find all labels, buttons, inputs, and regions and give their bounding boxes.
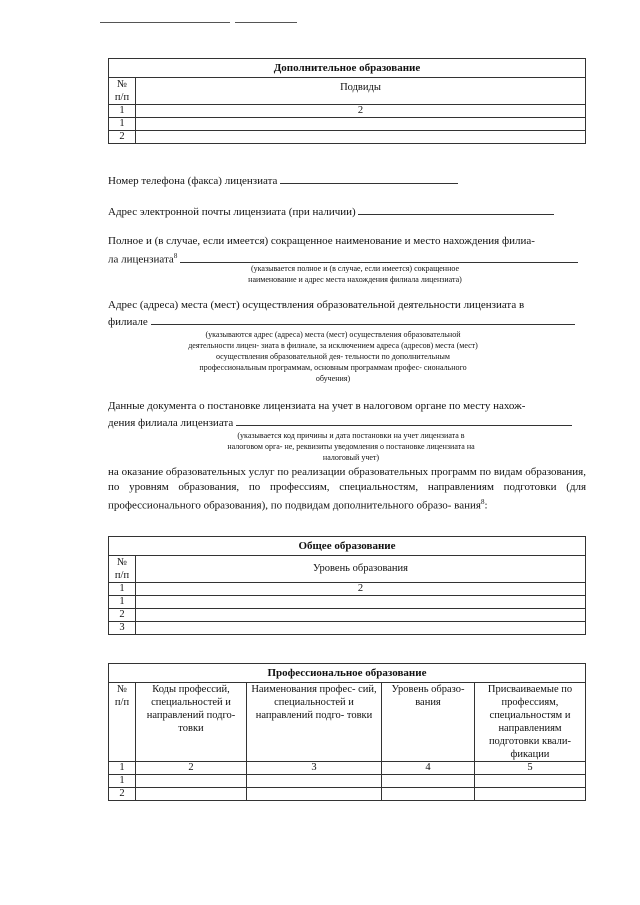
index-cell: 1 (109, 762, 136, 775)
branch-name-field[interactable] (180, 251, 578, 263)
services-text: на оказание образовательных услуг по реализации образовательных программ по видам образования, по уровням образования, по профессиям, специальностям, направлениям подготовки (для профессионального образования), по подвидам дополнительного образо- вания (108, 466, 586, 512)
branch-name-note: (указывается полное и (в случае, если имеется) сокращенное наименование и адрес места нахождения филиала лицензиата) (248, 264, 462, 284)
index-cell: 5 (475, 762, 586, 775)
table-cell (247, 775, 382, 788)
index-cell: 2 (136, 762, 247, 775)
activity-address-block (108, 298, 586, 330)
email-label: Адрес электронной почты лицензиата (при наличии) (108, 206, 356, 218)
table-cell (475, 788, 586, 801)
column-header-number: № п/п (109, 78, 136, 105)
tax-label-line2: дения филиала лицензиата (108, 417, 234, 429)
table-row-number: 1 (109, 118, 136, 131)
header-rule-left (100, 22, 230, 23)
tax-field[interactable] (236, 414, 572, 426)
phone-line (108, 172, 586, 189)
tax-label-line1: Данные документа о постановке лицензиата на учет в налоговом органе по месту нахож- (108, 400, 526, 412)
table-row-number: 2 (109, 609, 136, 622)
table-cell (136, 788, 247, 801)
activity-address-field[interactable] (151, 313, 575, 325)
table-cell (136, 609, 586, 622)
index-cell: 1 (109, 105, 136, 118)
phone-field[interactable] (280, 172, 458, 184)
column-header-subtypes: Подвиды (136, 78, 586, 105)
column-header-codes: Коды профессий, специальностей и направлений подго- товки (136, 683, 247, 762)
professional-education-title: Профессиональное образование (109, 664, 586, 683)
header-rule-right (235, 22, 297, 23)
table-cell (382, 788, 475, 801)
table-cell (136, 622, 586, 635)
table-row-number: 1 (109, 775, 136, 788)
table-cell (475, 775, 586, 788)
column-header-number: № п/п (109, 556, 136, 583)
table-cell (136, 118, 586, 131)
index-cell: 1 (109, 583, 136, 596)
services-tail: : (484, 499, 488, 512)
supplementary-education-table (108, 58, 586, 144)
table-cell (382, 775, 475, 788)
footnote-mark: 8 (173, 252, 178, 260)
table-row-number: 2 (109, 788, 136, 801)
branch-name-label-line1: Полное и (в случае, если имеется) сокращенное наименование и место нахождения филиа- (108, 235, 535, 247)
branch-name-label-line2: ла лицензиата (108, 253, 174, 266)
column-header-qualifications: Присваиваемые по профессиям, специальностям и направлениям подготовки квали- фикации (475, 683, 586, 762)
footnote-mark: 8 (480, 498, 485, 506)
column-header-names: Наименования профес- сий, специальностей и направлений подго- товки (247, 683, 382, 762)
email-field[interactable] (358, 203, 554, 215)
services-paragraph (108, 465, 586, 514)
column-header-number: № п/п (109, 683, 136, 762)
email-line (108, 203, 586, 220)
general-education-table (108, 536, 586, 635)
column-header-level: Уровень образо- вания (382, 683, 475, 762)
table-row-number: 1 (109, 596, 136, 609)
index-cell: 2 (136, 583, 586, 596)
tax-note: (указывается код причины и дата постановки на учет лицензиата в налоговом орга- не, реквизиты уведомления о постановке лицензиата на налоговый учет) (227, 431, 475, 462)
index-cell: 4 (382, 762, 475, 775)
activity-address-label-line1: Адрес (адреса) места (мест) осуществления образовательной деятельности лицензиата в (108, 299, 525, 311)
column-header-education-level: Уровень образования (136, 556, 586, 583)
table-cell (247, 788, 382, 801)
index-cell: 3 (247, 762, 382, 775)
phone-label: Номер телефона (факса) лицензиата (108, 175, 278, 187)
table-row-number: 3 (109, 622, 136, 635)
table-cell (136, 131, 586, 144)
table-cell (136, 596, 586, 609)
table-cell (136, 775, 247, 788)
table-row-number: 2 (109, 131, 136, 144)
index-cell: 2 (136, 105, 586, 118)
activity-address-label-line2: филиале (108, 316, 148, 328)
supplementary-education-title: Дополнительное образование (109, 59, 586, 78)
professional-education-table (108, 663, 586, 801)
tax-block (108, 399, 586, 431)
activity-address-note: (указываются адрес (адреса) места (мест) осуществления образовательной деятельности лицен- зиата в филиале, за исключением адреса (адресов) места (мест) осуществления образовательной дея- тельности по дополнительным профессиональным программам, основным программам профес- сионального обучения) (188, 330, 478, 383)
general-education-title: Общее образование (109, 537, 586, 556)
